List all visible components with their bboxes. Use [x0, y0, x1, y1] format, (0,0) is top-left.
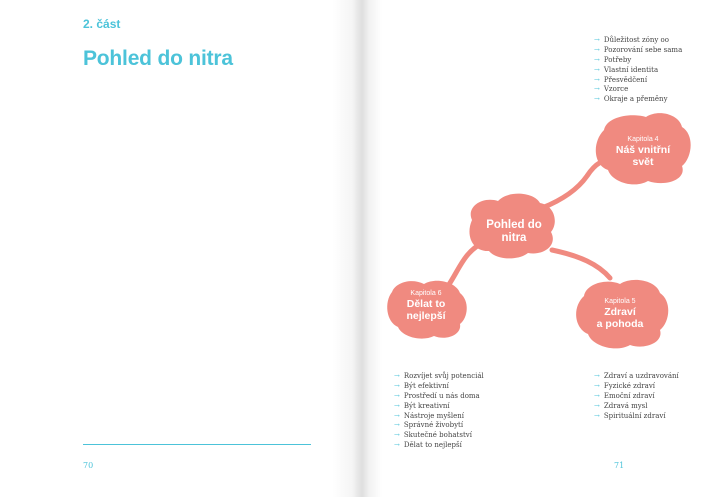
page-number-left: 70	[83, 461, 94, 470]
arrow-icon: →	[594, 85, 600, 94]
list-item: → Rozvíjet svůj potenciál	[394, 372, 484, 380]
arrow-icon: →	[594, 401, 600, 410]
part-label: 2. část	[83, 17, 121, 31]
chapter5-title-line2: a pohoda	[596, 318, 644, 330]
connector-chapter5	[552, 250, 610, 278]
list-item: → Zdraví a uzdravování	[594, 372, 679, 380]
list-item: → Pozorování sebe sama	[594, 45, 683, 54]
list-item: → Být kreativní	[394, 401, 450, 410]
footer-rule	[83, 444, 311, 445]
chapter5-title-line1: Zdraví	[604, 306, 636, 318]
list-item: → Být efektivní	[394, 381, 449, 390]
arrow-icon: →	[394, 391, 400, 400]
list-item: → Fyzické zdraví	[594, 381, 656, 390]
arrow-icon: →	[594, 75, 600, 84]
arrow-icon: →	[394, 381, 400, 390]
chapter6-kicker: Kapitola 6	[410, 290, 442, 297]
arrow-icon: →	[594, 411, 600, 420]
list-item: → Okraje a přeměny	[594, 95, 668, 104]
list-item: → Potřeby	[594, 55, 632, 64]
list-item: → Dělat to nejlepší	[394, 441, 462, 450]
chapter6-title-line1: Dělat to	[406, 298, 446, 310]
arrow-icon: →	[394, 431, 400, 440]
arrow-icon: →	[594, 95, 600, 104]
arrow-icon: →	[594, 65, 600, 74]
arrow-icon: →	[594, 372, 600, 380]
list-item: → Vlastní identita	[594, 65, 659, 74]
chapter4-kicker: Kapitola 4	[627, 136, 659, 143]
list-item: → Prostředí u nás doma	[394, 391, 480, 400]
list-item: → Vzorce	[594, 85, 629, 94]
list-item: → Přesvědčení	[594, 75, 648, 84]
list-item: → Nástroje myšlení	[394, 411, 464, 420]
list-item: → Skutečné bohatství	[394, 431, 472, 440]
arrow-icon: →	[594, 45, 600, 54]
arrow-icon: →	[394, 441, 400, 450]
chapter5-kicker: Kapitola 5	[604, 298, 636, 305]
center-title-line2: nitra	[501, 232, 527, 244]
list-item: → Správné živobytí	[394, 421, 464, 430]
arrow-icon: →	[594, 55, 600, 64]
arrow-icon: →	[394, 372, 400, 380]
list-item: → Emoční zdraví	[594, 391, 655, 400]
arrow-icon: →	[594, 381, 600, 390]
arrow-icon: →	[394, 411, 400, 420]
chapter6-title-line2: nejlepší	[406, 310, 446, 322]
page-title: Pohled do nitra	[83, 47, 233, 70]
arrow-icon: →	[594, 391, 600, 400]
chapter4-title-line1: Náš vnitřní	[615, 144, 671, 156]
list-item: → Zdravá mysl	[594, 401, 648, 410]
center-title-line1: Pohled do	[486, 219, 542, 231]
page-number-right: 71	[614, 461, 625, 470]
book-gutter	[332, 0, 382, 497]
arrow-icon: →	[594, 36, 600, 44]
mind-map	[352, 0, 704, 497]
chapter4-title-line2: svět	[632, 156, 654, 168]
list-item: → Spirituální zdraví	[594, 411, 666, 420]
arrow-icon: →	[394, 421, 400, 430]
list-item: → Důležitost zóny oo	[594, 36, 669, 44]
arrow-icon: →	[394, 401, 400, 410]
